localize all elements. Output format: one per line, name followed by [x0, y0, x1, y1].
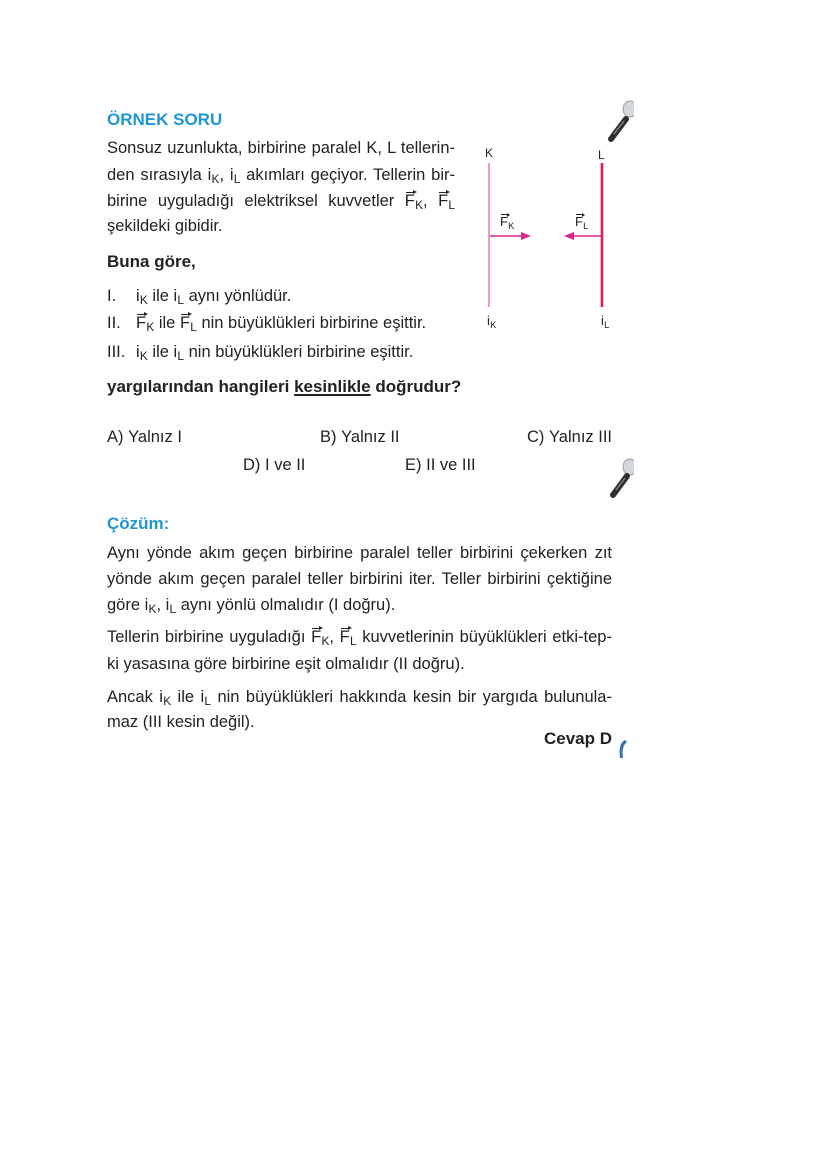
- option-a: [107, 427, 182, 447]
- text-run: ,: [329, 628, 340, 646]
- text-run: yönde akım geçen paralel teller birbirini iter. Teller birbirini çektiğine: [107, 570, 612, 588]
- subscript: L: [169, 602, 177, 617]
- prompt: Buna göre,: [107, 252, 196, 271]
- subscript: L: [177, 293, 185, 308]
- force-l-label: [575, 214, 588, 230]
- current-symbol: [173, 287, 185, 308]
- solution-line: [107, 687, 612, 707]
- vector-letter: F: [179, 314, 191, 332]
- text-run: şekildeki gibidir.: [107, 217, 223, 235]
- subscript: K: [211, 172, 220, 187]
- current-symbol: [601, 313, 609, 328]
- vector-symbol: [339, 628, 357, 649]
- symbol-letter: i: [601, 313, 604, 328]
- option-letter: B): [320, 428, 337, 446]
- option-b: [320, 427, 400, 447]
- current-symbol: [159, 688, 172, 709]
- text-run: ile: [147, 287, 174, 305]
- solution-line: [107, 712, 612, 732]
- force-k-label: [500, 214, 514, 230]
- subscript: L: [204, 694, 212, 709]
- vector-letter: F: [404, 192, 415, 210]
- subscript: K: [139, 349, 148, 364]
- subscript: L: [448, 198, 456, 213]
- option-text: I ve II: [265, 456, 306, 474]
- text-run: akımları geçiyor. Tellerin bir-: [240, 166, 455, 184]
- statement-3: [107, 342, 413, 362]
- statement-1: [107, 286, 291, 306]
- solution-line: [107, 543, 612, 563]
- vector-symbol: [438, 192, 456, 213]
- intro-line: [107, 138, 455, 158]
- subscript: K: [321, 634, 330, 649]
- wire-diagram: [470, 140, 630, 340]
- force-arrow-k-head: [521, 232, 531, 240]
- vector-symbol: [575, 214, 588, 229]
- text-run: aynı yönlüdür.: [184, 287, 292, 305]
- intro-line: [107, 191, 455, 211]
- magnifier-icon: [617, 738, 627, 760]
- symbol-letter: i: [144, 596, 149, 614]
- text-run: göre: [107, 596, 145, 614]
- text-run: ile: [154, 314, 180, 332]
- symbol-letter: i: [173, 343, 178, 361]
- wire-l-label: L: [598, 148, 605, 162]
- symbol-letter: i: [136, 287, 140, 305]
- subscript: L: [583, 220, 589, 231]
- option-text: Yalnız I: [128, 428, 182, 446]
- text-run: Ancak: [107, 688, 160, 706]
- symbol-letter: i: [136, 343, 140, 361]
- text-run: nin büyüklükleri birbirine eşittir.: [184, 343, 414, 361]
- current-symbol: [165, 596, 177, 617]
- current-symbol: [207, 166, 220, 187]
- option-letter: E): [405, 456, 422, 474]
- symbol-letter: i: [487, 313, 490, 328]
- wire-k-label: K: [485, 146, 494, 160]
- current-symbol: [229, 166, 241, 187]
- vector-letter: F: [136, 314, 147, 332]
- option-text: Yalnız III: [549, 428, 612, 446]
- current-symbol: [136, 287, 148, 308]
- text-run: ,: [219, 166, 230, 184]
- subscript: L: [349, 634, 357, 649]
- subscript: K: [139, 293, 148, 308]
- text-run: nin büyüklükleri birbirine eşittir.: [196, 314, 427, 332]
- symbol-letter: i: [200, 688, 205, 706]
- current-symbol: [200, 688, 212, 709]
- solution-line: [107, 627, 612, 647]
- option-text: II ve III: [426, 456, 476, 474]
- current-symbol: [136, 343, 148, 364]
- text-run: yargılarından hangileri: [107, 377, 295, 396]
- vector-symbol: [500, 214, 514, 229]
- option-letter: C): [526, 428, 545, 446]
- vector-letter: F: [575, 214, 583, 229]
- option-d: [243, 455, 305, 475]
- statement-2: [107, 313, 426, 333]
- symbol-letter: i: [165, 596, 170, 614]
- intro-line: [107, 216, 455, 236]
- current-k-label: [487, 313, 496, 329]
- text-run: Aynı yönde akım geçen birbirine paralel teller birbirini çekerken zıt: [107, 544, 612, 562]
- text-run: kuvvetlerinin büyüklükleri etki-tep-: [356, 628, 612, 646]
- solution-line: [107, 595, 612, 615]
- solution-line: [107, 654, 612, 674]
- subscript: L: [190, 320, 197, 335]
- statement-text: [136, 343, 414, 364]
- magnifier-icon: [606, 100, 634, 144]
- vector-letter: F: [500, 214, 508, 229]
- solution-line: [107, 569, 612, 589]
- vector-symbol: [136, 314, 155, 335]
- vector-letter: F: [311, 628, 322, 646]
- solution-heading: Çözüm:: [107, 514, 170, 533]
- option-c: [527, 427, 612, 447]
- subscript: K: [146, 320, 155, 335]
- statement-number: I.: [107, 287, 117, 305]
- text-run: birine uyguladığı elektriksel kuvvetler: [107, 192, 405, 210]
- option-e: [405, 455, 476, 475]
- subscript: K: [508, 220, 515, 231]
- vector-symbol: [179, 314, 197, 335]
- example-heading: ÖRNEK SORU: [107, 110, 223, 129]
- subscript: L: [233, 172, 241, 187]
- vector-symbol: [404, 192, 424, 213]
- statement-text: [136, 314, 427, 335]
- vector-letter: F: [339, 628, 350, 646]
- subscript: K: [490, 319, 497, 330]
- text-run: nin büyüklükleri hakkında kesin bir yargıda bulunula-: [211, 688, 612, 706]
- text-run: ,: [423, 192, 439, 210]
- current-symbol: [144, 596, 157, 617]
- subscript: K: [148, 602, 157, 617]
- symbol-letter: i: [207, 166, 212, 184]
- statement-number: III.: [107, 343, 126, 361]
- current-symbol: [173, 343, 185, 364]
- symbol-letter: i: [159, 688, 163, 706]
- text-run: aynı yönlü olmalıdır (I doğru).: [176, 596, 396, 614]
- subscript: K: [415, 198, 424, 213]
- text-run: ki yasasına göre birbirine eşit olmalıdır (II doğru).: [107, 655, 465, 673]
- symbol-letter: i: [173, 287, 178, 305]
- question-text: [107, 377, 461, 397]
- answer-label: Cevap D: [543, 729, 612, 748]
- subscript: L: [604, 319, 610, 330]
- text-run: Tellerin birbirine uyguladığı: [107, 628, 312, 646]
- statement-number: II.: [107, 314, 121, 332]
- text-run: Sonsuz uzunlukta, birbirine paralel K, L tellerin-: [107, 139, 455, 157]
- text-run: den sırasıyla: [107, 166, 208, 184]
- statement-text: [136, 287, 292, 308]
- text-run: ,: [156, 596, 166, 614]
- vector-letter: F: [438, 192, 449, 210]
- text-run: doğrudur?: [370, 377, 462, 396]
- text-run: ile: [171, 688, 201, 706]
- text-run: ile: [147, 343, 174, 361]
- subscript: K: [163, 694, 172, 709]
- intro-line: [107, 165, 455, 185]
- option-text: Yalnız II: [341, 428, 400, 446]
- underlined-word: kesinlikle: [294, 377, 371, 396]
- text-run: maz (III kesin değil).: [107, 713, 255, 731]
- subscript: L: [177, 349, 185, 364]
- magnifier-icon: [608, 458, 634, 500]
- option-letter: A): [107, 428, 124, 446]
- force-arrow-l-head: [564, 232, 574, 240]
- current-symbol: [487, 313, 496, 328]
- vector-symbol: [311, 628, 330, 649]
- option-letter: D): [243, 456, 261, 474]
- symbol-letter: i: [229, 166, 234, 184]
- current-l-label: [601, 313, 609, 329]
